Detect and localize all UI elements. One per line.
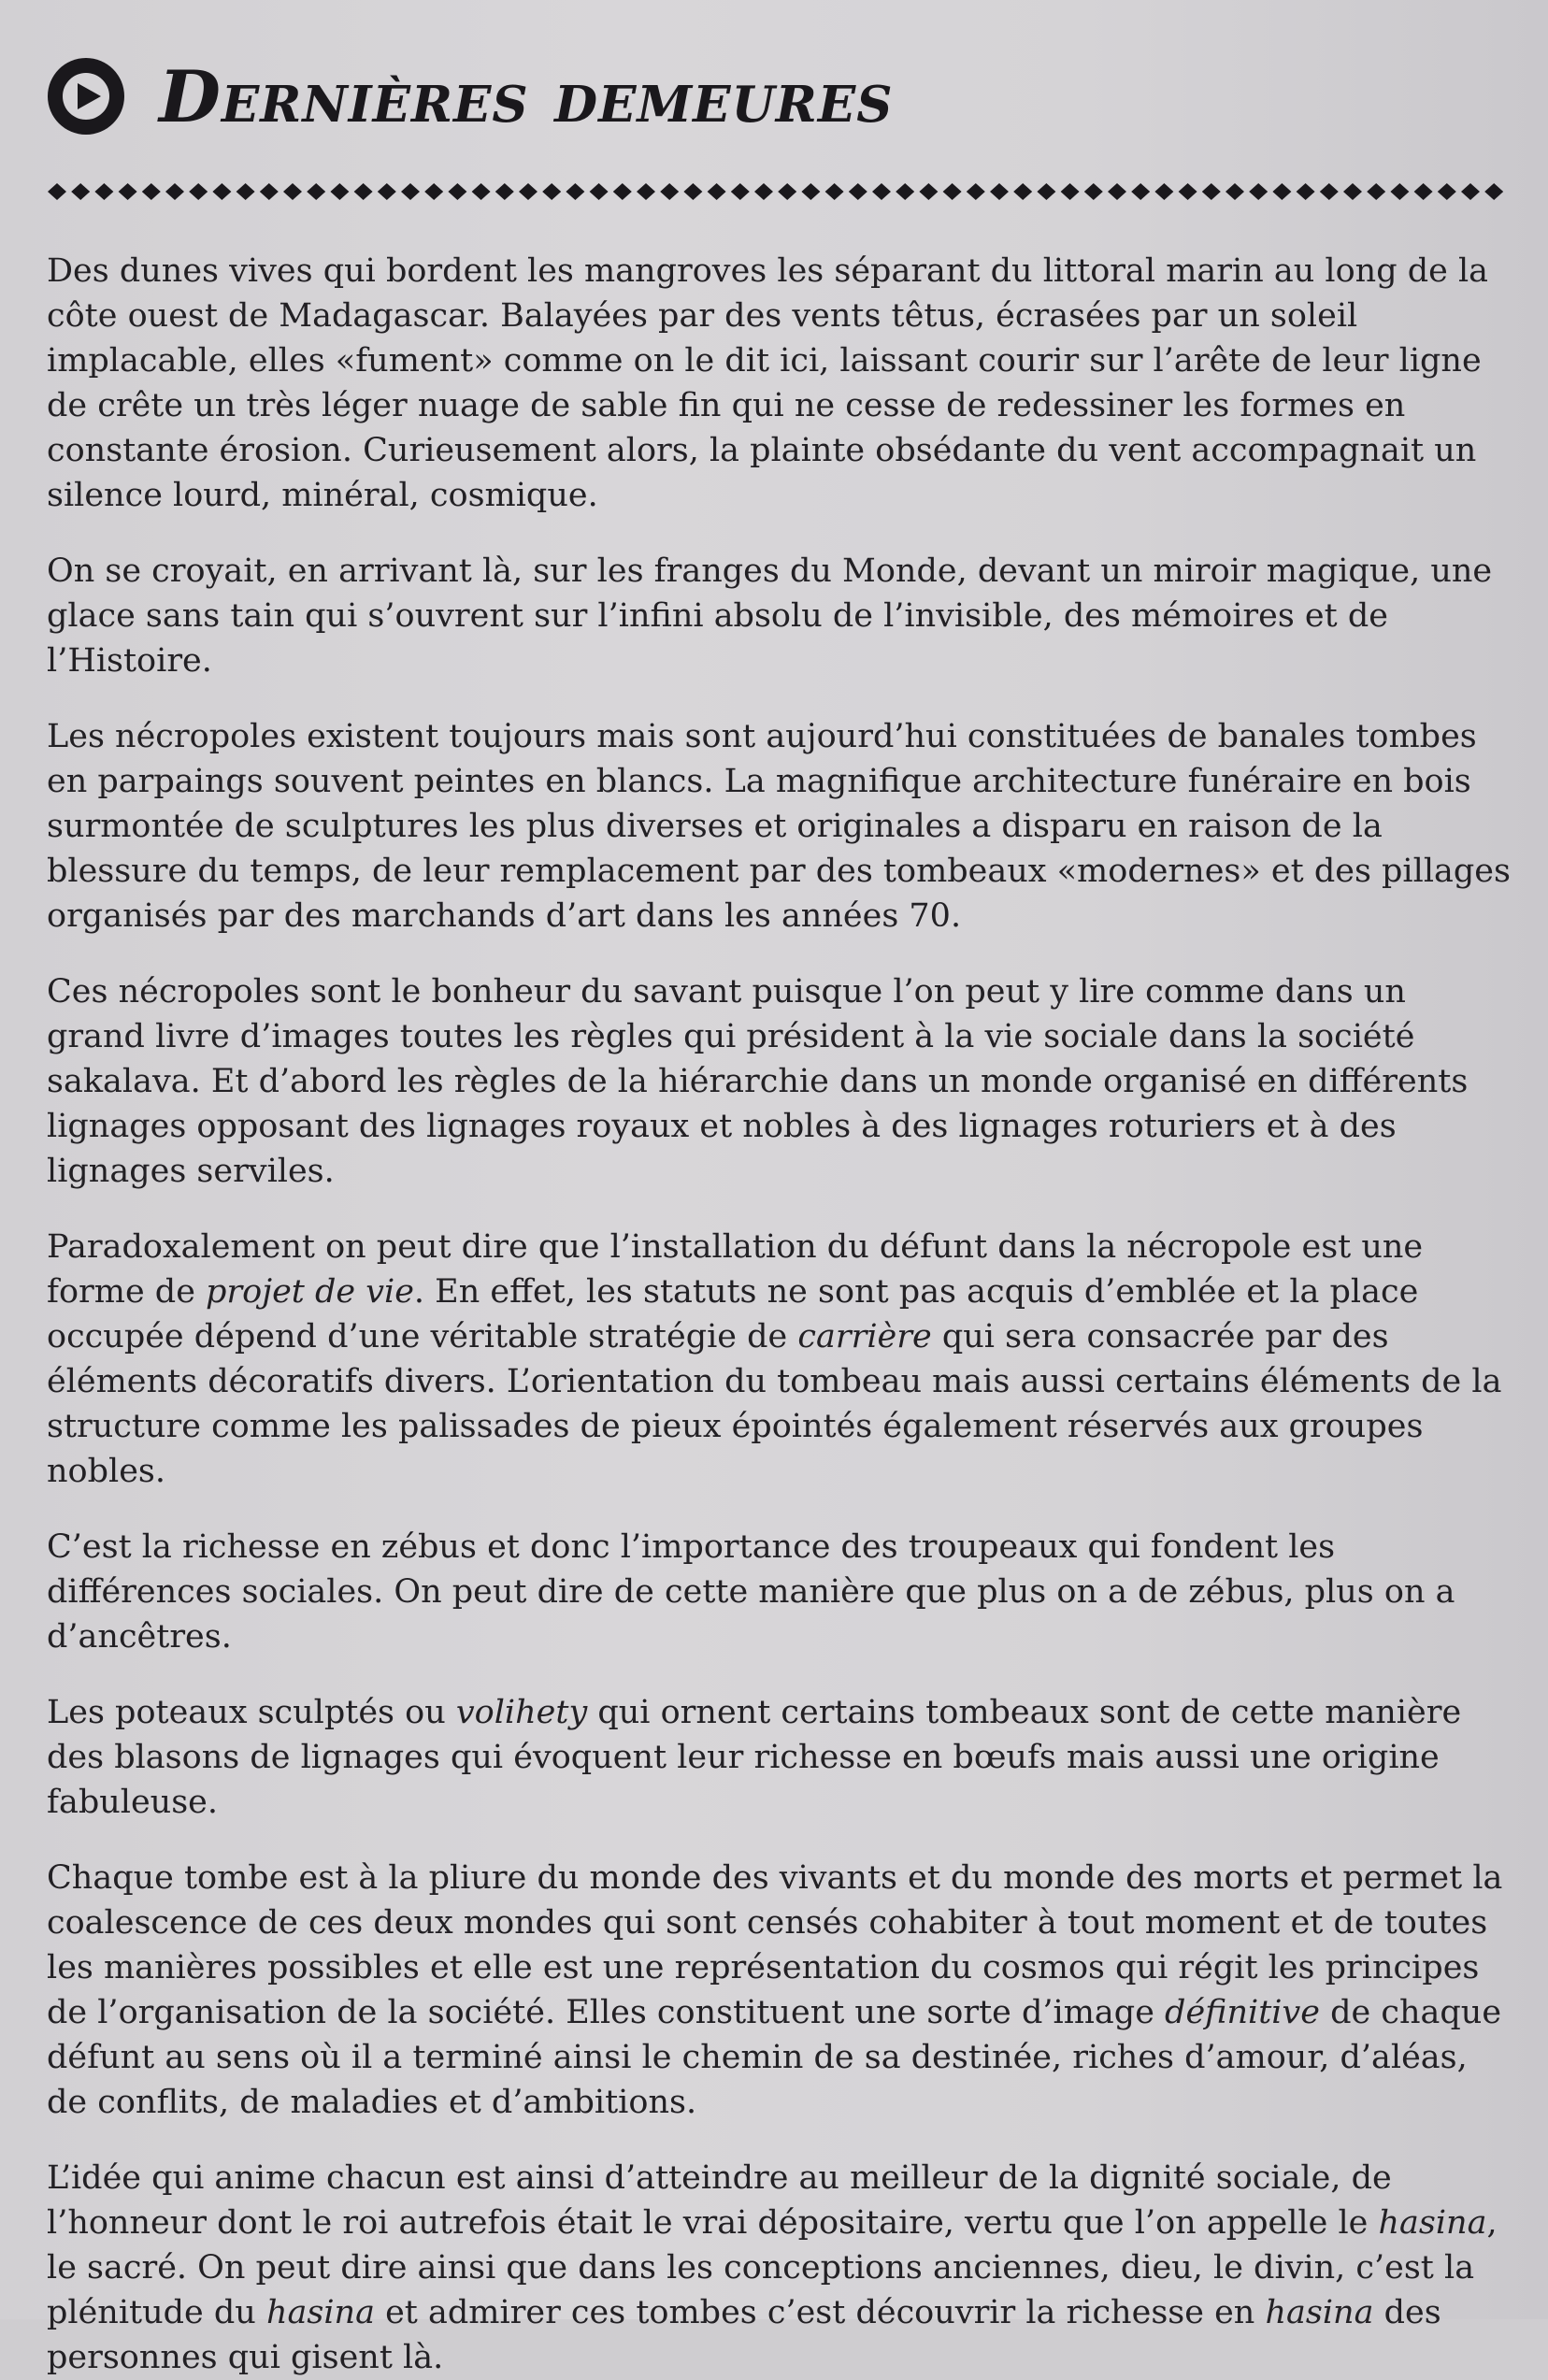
diamond-ornament [519, 183, 538, 200]
diamond-ornament [613, 183, 632, 200]
diamond-ornament [189, 183, 208, 200]
diamond-ornament [825, 183, 844, 200]
diamond-ornament [1179, 183, 1197, 200]
diamond-ornament [94, 183, 113, 200]
diamond-ornament [660, 183, 679, 200]
diamond-ornament [1272, 183, 1291, 200]
diamond-ornament [896, 183, 914, 200]
diamond-ornament [731, 183, 750, 200]
diamond-ornament [801, 183, 820, 200]
diamond-ornament [236, 183, 255, 200]
diamond-ornament [472, 183, 491, 200]
diamond-ornament [448, 183, 466, 200]
diamond-ornament [260, 183, 279, 200]
paragraph: On se croyait, en arrivant là, sur les franges du Monde, devant un miroir magique, une glace sans tain qui s’ouvrent sur l’infini absolu de l’invisible, des mémoires et de l’Histoire. [47, 552, 1493, 680]
diamond-ornament [1367, 183, 1385, 200]
paragraph: Des dunes vives qui bordent les mangroves les séparant du littoral marin au long de la côte ouest de Madagascar. Balayées par des vents têtus, écrasées par un soleil implacable, elles «fument» comme on le dit ici, laissant courir sur l’arête de leur ligne de crête un très léger nuage de sable fin qui ne cesse de redessiner les formes en constante érosion. Curieusement alors, la plainte obsédante du vent accompagnait un silence lourd, minéral, cosmique. [47, 252, 1489, 514]
diamond-ornament [1343, 183, 1362, 200]
diamond-ornament [943, 183, 962, 200]
paragraph: Paradoxalement on peut dire que l’installation du défunt dans la nécropole est une forme de projet de vie. En effet, les statuts ne sont pas acquis d’emblée et la place occupée dépend d’une véritable stratégie de carrière qui sera consacrée par des éléments décoratifs divers. L’orientation du tombeau mais aussi certains éléments de la structure comme les palissades de pieux épointés également réservés aux groupes nobles. [47, 1228, 1502, 1490]
diamond-ornament [1390, 183, 1409, 200]
paragraph: C’est la richesse en zébus et donc l’importance des troupeaux qui fondent les différences sociales. On peut dire de cette manière que plus on a de zébus, plus on a d’ancêtres. [47, 1528, 1455, 1656]
diamond-ornament [401, 183, 420, 200]
diamond-ornament [71, 183, 90, 200]
diamond-ornament [1108, 183, 1126, 200]
diamond-ornament [1484, 183, 1503, 200]
diamond-ornament [495, 183, 514, 200]
diamond-ornament [1013, 183, 1032, 200]
diamond-ornament [1438, 183, 1456, 200]
diamond-ornament [990, 183, 1009, 200]
diamond-ornament [119, 183, 137, 200]
diamond-ornament [212, 183, 231, 200]
diamond-ornament [1461, 183, 1480, 200]
diamond-ornament [354, 183, 373, 200]
diamond-ornament [919, 183, 938, 200]
paragraph: L’idée qui anime chacun est ainsi d’atteindre au meilleur de la dignité sociale, de l’honneur dont le roi autrefois était le vrai dépositaire, vertu que l’on appelle le hasina, le sacré. On peut dire ainsi que dans les conceptions anciennes, dieu, le divin, c’est la plénitude du hasina et admirer ces tombes c’est découvrir la richesse en hasina des personnes qui gisent là. [47, 2159, 1498, 2376]
diamond-ornament [1202, 183, 1221, 200]
diamond-ornament [1249, 183, 1268, 200]
play-circle-icon [47, 57, 125, 136]
diamond-ornament [542, 183, 561, 200]
diamond-ornament [849, 183, 867, 200]
diamond-ornament [1061, 183, 1080, 200]
diamond-ornament [637, 183, 655, 200]
diamond-ornament [967, 183, 985, 200]
diamond-ornament [283, 183, 302, 200]
diamond-divider [47, 176, 1507, 208]
diamond-ornament [872, 183, 891, 200]
body-text [47, 249, 1514, 2380]
diamond-ornament [1131, 183, 1150, 200]
diamond-ornament [142, 183, 161, 200]
diamond-ornament [778, 183, 796, 200]
diamond-ornament [378, 183, 396, 200]
paragraph: Ces nécropoles sont le bonheur du savant puisque l’on peut y lire comme dans un grand livre d’images toutes les règles qui président à la vie sociale dans la société sakalava. Et d’abord les règles de la hiérarchie dans un monde organisé en différents lignages opposant des lignages royaux et nobles à des lignages roturiers et à des lignages serviles. [47, 973, 1469, 1190]
diamond-ornament [1320, 183, 1339, 200]
diamond-ornament [754, 183, 773, 200]
diamond-ornament [566, 183, 584, 200]
diamond-ornament [1226, 183, 1244, 200]
title-row [47, 45, 1507, 148]
diamond-ornament [1414, 183, 1433, 200]
page-title: Dernières demeures [159, 54, 894, 138]
diamond-ornament [165, 183, 184, 200]
paragraph: Chaque tombe est à la pliure du monde des vivants et du monde des morts et permet la coalescence de ces deux mondes qui sont censés cohabiter à tout moment et de toutes les manières possibles et elle est une représentation du cosmos qui régit les principes de l’organisation de la société. Elles constituent une sorte d’image définitive de chaque défunt au sens où il a terminé ainsi le chemin de sa destinée, riches d’amour, d’aléas, de conflits, de maladies et d’ambitions. [47, 1859, 1503, 2121]
diamond-ornament [683, 183, 702, 200]
diamond-ornament [48, 183, 66, 200]
diamond-ornament [590, 183, 609, 200]
paragraph: Les poteaux sculptés ou volihety qui ornent certains tombeaux sont de cette manière des blasons de lignages qui évoquent leur richesse en bœufs mais aussi une origine fabuleuse. [47, 1694, 1462, 1821]
diamond-ornament [1297, 183, 1315, 200]
diamond-ornament [1037, 183, 1055, 200]
diamond-ornament [1084, 183, 1103, 200]
diamond-ornament [1154, 183, 1173, 200]
paragraph: Les nécropoles existent toujours mais sont aujourd’hui constituées de banales tombes en parpaings souvent peintes en blancs. La magnifique architecture funéraire en bois surmontée de sculptures les plus diverses et originales a disparu en raison de la blessure du temps, de leur remplacement par des tombeaux «modernes» et des pillages organisés par des marchands d’art dans les années 70. [47, 718, 1511, 935]
diamond-ornament [330, 183, 349, 200]
diamond-ornament [708, 183, 726, 200]
diamond-ornament [424, 183, 443, 200]
diamond-ornament [307, 183, 325, 200]
